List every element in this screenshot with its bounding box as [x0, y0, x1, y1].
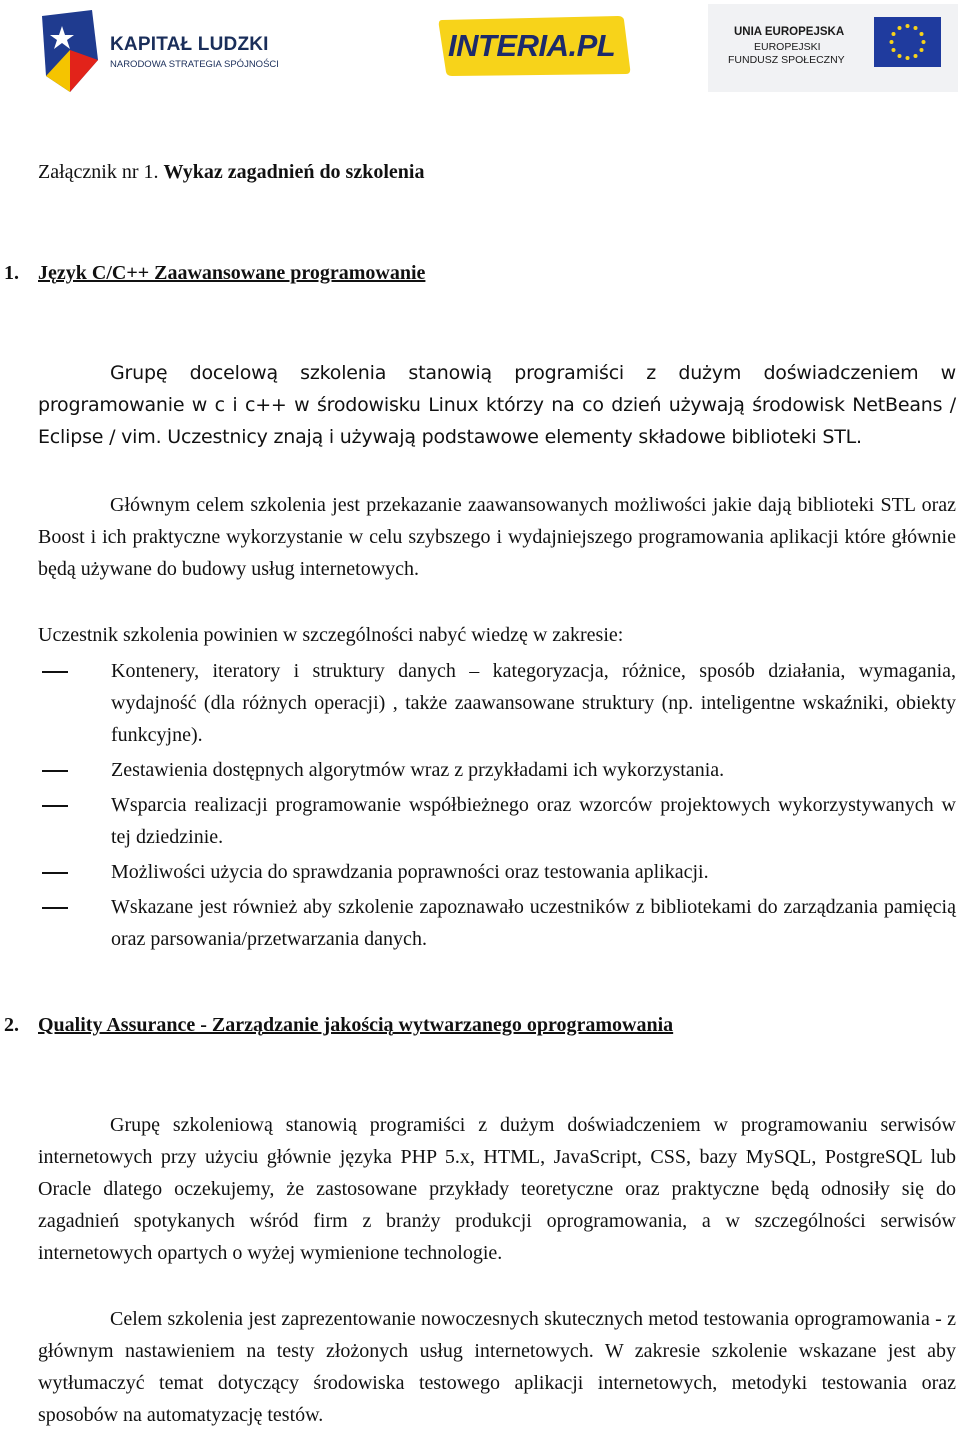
kapital-ludzki-star-icon [40, 10, 104, 92]
kapital-ludzki-subtitle: NARODOWA STRATEGIA SPÓJNOŚCI [110, 59, 279, 70]
kapital-ludzki-title: KAPITAŁ LUDZKI [110, 34, 269, 55]
section2-paragraph1 [38, 1109, 956, 1269]
dash-bullet-icon [42, 770, 68, 772]
section1-number: 1. [4, 262, 19, 284]
eu-logo-line3: FUNDUSZ SPOŁECZNY [728, 54, 845, 66]
section2-title: Quality Assurance - Zarządzanie jakością wytwarzanego oprogramowania [38, 1014, 674, 1036]
list-item: Zestawienia dostępnych algorytmów wraz z przykładami ich wykorzystania. [38, 754, 956, 786]
section1-paragraph3-text: Uczestnik szkolenia powinien w szczególności nabyć wiedzę w zakresie: [38, 624, 624, 646]
section2-heading [4, 1009, 673, 1041]
section1-paragraph1 [38, 357, 956, 453]
interia-logo-text: INTERIA.PL [448, 28, 616, 63]
dash-bullet-icon [42, 671, 68, 673]
section2-paragraph2-text: Celem szkolenia jest zaprezentowanie nowoczesnych skutecznych metod testowania oprogramowania - z głównym nastawieniem na testy złożonych usług internetowych. W zakresie szkolenie wskazane jest aby wytłumaczyć temat dotyczący środowiska testowego aplikacji internetowych, metodyki testowania oraz sposobów na automatyzację testów. [38, 1308, 956, 1426]
dash-bullet-icon [42, 805, 68, 807]
section1-paragraph2 [38, 489, 956, 585]
section1-paragraph3 [38, 619, 956, 651]
section2-paragraph1-text: Grupę szkoleniową stanowią programiści z dużym doświadczeniem w programowaniu serwisów internetowych przy użyciu głównie języka PHP 5.x, HTML, JavaScript, CSS, bazy MySQL, PostgreSQL lub Oracle dlatego oczekujemy, że zastosowane przykłady teoretyczne oraz praktyczne będą odnosiły się do zagadnień spotykanych wśród firm z branży produkcji oprogramowania, a w szczególności serwisów internetowych opartych o wyżej wymienione technologie. [38, 1114, 956, 1264]
annex-title [38, 156, 424, 188]
section1-paragraph1-text: Grupę docelową szkolenia stanowią programiści z dużym doświadczeniem w programowanie w c i c++ w środowisku Linux którzy na co dzień używają środowisk NetBeans / Eclipse / vim. Uczestnicy znają i używają podstawowe elementy składowe biblioteki STL. [38, 362, 956, 448]
list-item: Kontenery, iteratory i struktury danych – kategoryzacja, różnice, sposób działania, wymagania, wydajność (dla różnych operacji) , także zaawansowane struktury (np. inteligentne wskaźniki, obiekty funkcyjne). [38, 655, 956, 751]
interia-logo [434, 14, 634, 78]
section2-number: 2. [4, 1014, 19, 1036]
eu-social-fund-logo [708, 4, 958, 92]
eu-logo-line2: EUROPEJSKI [754, 41, 821, 53]
annex-title-text: Wykaz zagadnień do szkolenia [163, 161, 425, 183]
section1-bullet-list [38, 655, 956, 958]
section2-paragraph2 [38, 1303, 956, 1431]
kapital-ludzki-logo [40, 10, 300, 92]
section1-title: Język C/C++ Zaawansowane programowanie [38, 262, 426, 284]
eu-flag-icon [874, 17, 941, 67]
annex-prefix: Załącznik nr 1. [38, 161, 159, 183]
list-item: Wskazane jest również aby szkolenie zapoznawało uczestników z bibliotekami do zarządzania pamięcią oraz parsowania/przetwarzania danych. [38, 891, 956, 955]
list-item: Możliwości użycia do sprawdzania poprawności oraz testowania aplikacji. [38, 856, 956, 888]
list-item: Wsparcia realizacji programowanie współbieżnego oraz wzorców projektowych wykorzystywanych w tej dziedzinie. [38, 789, 956, 853]
section1-heading [4, 257, 425, 289]
dash-bullet-icon [42, 907, 68, 909]
eu-logo-line1: UNIA EUROPEJSKA [734, 26, 845, 38]
dash-bullet-icon [42, 872, 68, 874]
section1-paragraph2-text: Głównym celem szkolenia jest przekazanie zaawansowanych możliwości jakie dają biblioteki STL oraz Boost i ich praktyczne wykorzystanie w celu szybszego i wydajniejszego programowania aplikacji które głównie będą używane do budowy usług internetowych. [38, 494, 956, 580]
header-logos [0, 0, 960, 100]
